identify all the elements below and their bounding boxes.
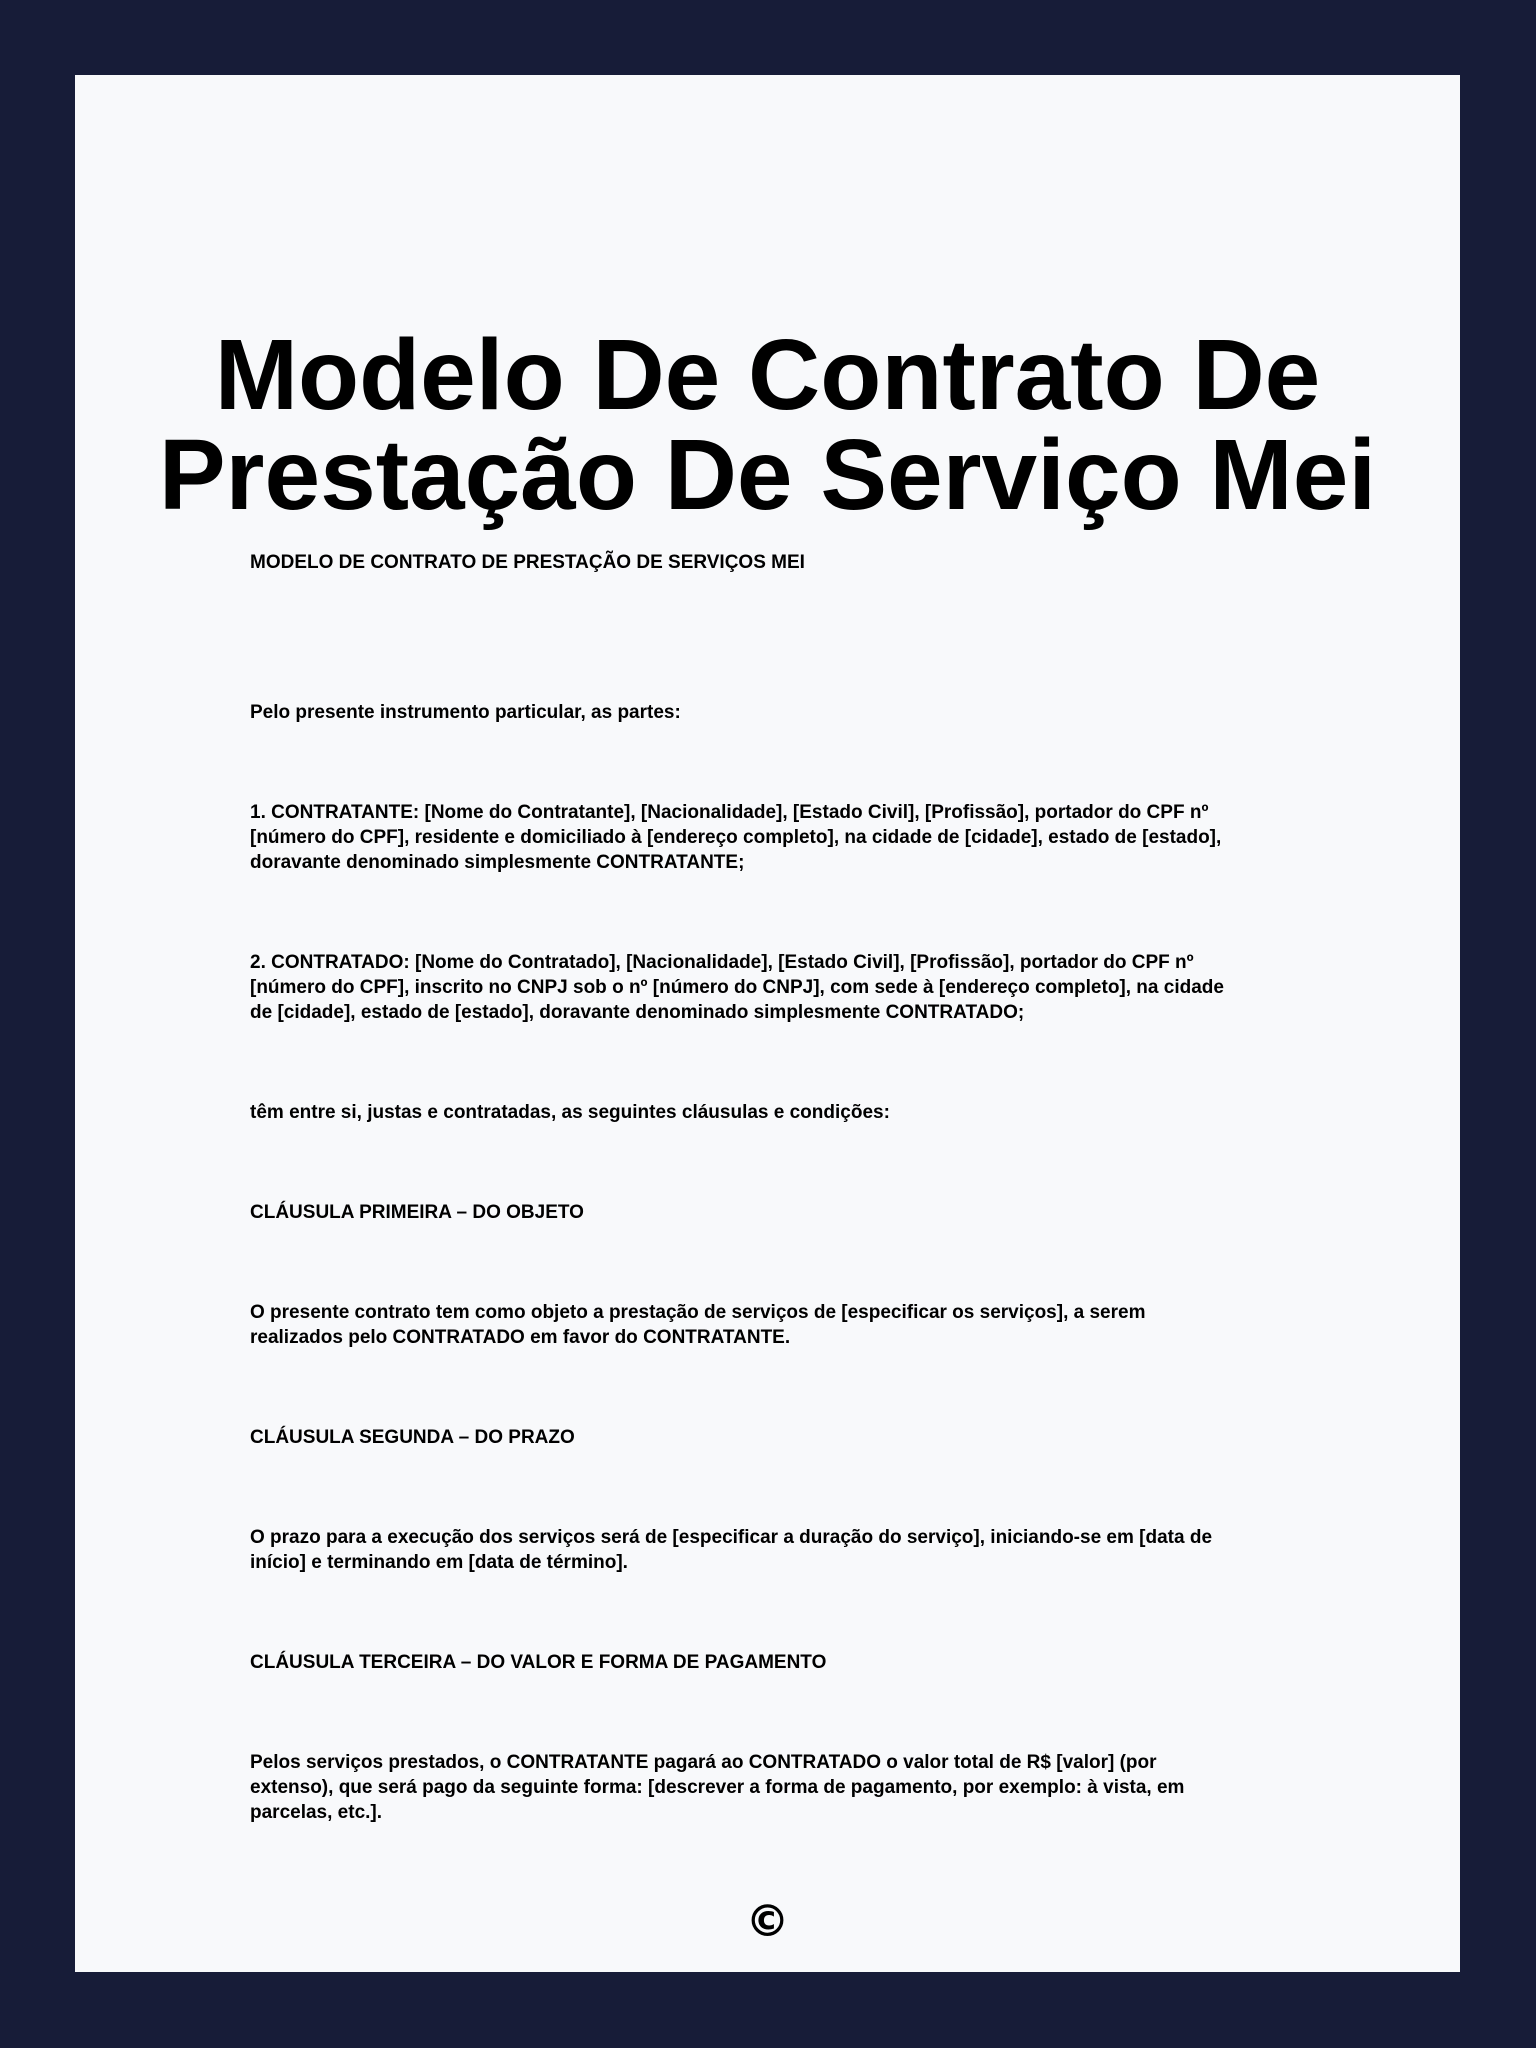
contratante-paragraph: 1. CONTRATANTE: [Nome do Contratante], [Nacionalidade], [Estado Civil], [Profissão], portador do CPF nº [número do CPF], residente e domiciliado à [endereço completo], na cidade de [cidade], estado de [estado], doravante denominado simplesmente CONTRATANTE;: [250, 802, 1222, 873]
copyright-icon: ©: [745, 1896, 790, 1947]
contratado-paragraph: 2. CONTRATADO: [Nome do Contratado], [Nacionalidade], [Estado Civil], [Profissão], portador do CPF nº [número do CPF], inscrito no CNPJ sob o nº [número do CNPJ], com sede à [endereço completo], na cidade de [cidade], estado de [estado], doravante denominado simplesmente CONTRATADO;: [250, 952, 1224, 1023]
intro-paragraph: Pelo presente instrumento particular, as partes:: [250, 702, 681, 723]
document-page: [75, 75, 1460, 1972]
agreement-paragraph: têm entre si, justas e contratadas, as seguintes cláusulas e condições:: [250, 1102, 890, 1123]
clause1-paragraph: O presente contrato tem como objeto a prestação de serviços de [especificar os serviços], a serem realizados pelo CONTRATADO em favor do CONTRATANTE.: [250, 1302, 1146, 1348]
title-line-1: Modelo De Contrato De: [214, 319, 1321, 431]
clause2-paragraph: O prazo para a execução dos serviços será de [especificar a duração do serviço], iniciando-se em [data de início] e terminando em [data de término].: [250, 1527, 1213, 1573]
clause3-heading: CLÁUSULA TERCEIRA – DO VALOR E FORMA DE PAGAMENTO: [250, 1652, 827, 1673]
clause3-paragraph: Pelos serviços prestados, o CONTRATANTE pagará ao CONTRATADO o valor total de R$ [valor] (por extenso), que será pago da seguinte forma: [descrever a forma de pagamento, por exemplo: à vista, em parcelas, etc.].: [250, 1752, 1185, 1823]
title-line-2: Prestação De Serviço Mei: [158, 419, 1377, 531]
page-title: [75, 319, 1460, 531]
clause1-heading: CLÁUSULA PRIMEIRA – DO OBJETO: [250, 1202, 584, 1223]
document-heading: MODELO DE CONTRATO DE PRESTAÇÃO DE SERVIÇOS MEI: [250, 552, 805, 573]
clause2-heading: CLÁUSULA SEGUNDA – DO PRAZO: [250, 1427, 575, 1448]
